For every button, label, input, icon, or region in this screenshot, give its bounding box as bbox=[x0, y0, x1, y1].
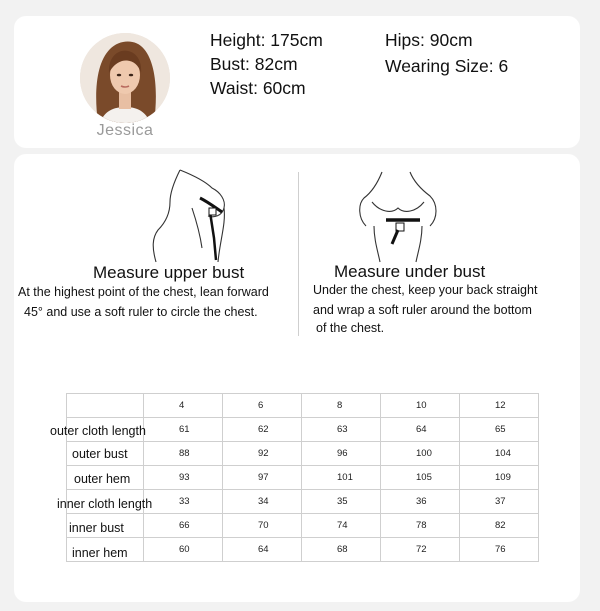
model-wearing-size: Wearing Size: 6 bbox=[385, 56, 509, 76]
table-cell: 60 bbox=[144, 538, 223, 562]
upper-bust-title: Measure upper bust bbox=[93, 263, 245, 282]
under-bust-description-line3: of the chest. bbox=[316, 321, 385, 335]
under-bust-description-line2: and wrap a soft ruler around the bottom bbox=[313, 303, 532, 317]
table-row bbox=[67, 466, 539, 490]
upper-bust-description-line2: 45° and use a soft ruler to circle the chest. bbox=[24, 305, 258, 319]
upper-bust-illustration bbox=[140, 168, 250, 264]
row-label-outer-cloth-length: outer cloth length bbox=[50, 424, 146, 438]
under-bust-description-line1: Under the chest, keep your back straight bbox=[313, 283, 538, 297]
size-header-cell: 4 bbox=[144, 394, 223, 418]
table-row bbox=[67, 538, 539, 562]
row-label-inner-bust: inner bust bbox=[69, 521, 124, 535]
guide-divider bbox=[298, 172, 299, 336]
table-cell: 65 bbox=[460, 418, 539, 442]
table-cell: 37 bbox=[460, 490, 539, 514]
table-corner-cell bbox=[67, 394, 144, 418]
table-row bbox=[67, 442, 539, 466]
table-cell: 63 bbox=[302, 418, 381, 442]
table-cell: 78 bbox=[381, 514, 460, 538]
table-cell: 101 bbox=[302, 466, 381, 490]
table-cell: 88 bbox=[144, 442, 223, 466]
table-cell: 104 bbox=[460, 442, 539, 466]
size-header-cell: 10 bbox=[381, 394, 460, 418]
row-label-inner-cloth-length: inner cloth length bbox=[57, 497, 153, 511]
model-waist: Waist: 60cm bbox=[210, 78, 306, 98]
table-cell: 66 bbox=[144, 514, 223, 538]
upper-bust-description-line1: At the highest point of the chest, lean forward bbox=[18, 285, 269, 299]
table-cell: 35 bbox=[302, 490, 381, 514]
table-cell: 34 bbox=[223, 490, 302, 514]
row-label-outer-hem: outer hem bbox=[74, 472, 131, 486]
size-chart-table bbox=[66, 393, 539, 562]
size-header-cell: 8 bbox=[302, 394, 381, 418]
table-cell: 97 bbox=[223, 466, 302, 490]
table-cell: 64 bbox=[223, 538, 302, 562]
row-label-outer-bust: outer bust bbox=[72, 447, 128, 461]
model-portrait-image bbox=[80, 33, 170, 123]
table-cell: 109 bbox=[460, 466, 539, 490]
under-bust-title: Measure under bust bbox=[334, 262, 486, 281]
table-row bbox=[67, 514, 539, 538]
table-cell: 61 bbox=[144, 418, 223, 442]
table-cell: 72 bbox=[381, 538, 460, 562]
table-cell: 74 bbox=[302, 514, 381, 538]
table-cell: 105 bbox=[381, 466, 460, 490]
table-cell: 100 bbox=[381, 442, 460, 466]
model-bust: Bust: 82cm bbox=[210, 54, 298, 74]
table-cell: 62 bbox=[223, 418, 302, 442]
table-cell: 33 bbox=[144, 490, 223, 514]
row-label-inner-hem: inner hem bbox=[72, 546, 128, 560]
model-hips: Hips: 90cm bbox=[385, 30, 473, 50]
size-header-cell: 12 bbox=[460, 394, 539, 418]
model-avatar bbox=[80, 33, 170, 123]
size-header-row bbox=[67, 394, 539, 418]
size-header-cell: 6 bbox=[223, 394, 302, 418]
under-bust-illustration bbox=[350, 168, 450, 264]
table-cell: 36 bbox=[381, 490, 460, 514]
model-height: Height: 175cm bbox=[210, 30, 323, 50]
table-cell: 70 bbox=[223, 514, 302, 538]
table-cell: 68 bbox=[302, 538, 381, 562]
table-cell: 92 bbox=[223, 442, 302, 466]
table-cell: 82 bbox=[460, 514, 539, 538]
model-name: Jessica bbox=[96, 122, 154, 139]
table-cell: 76 bbox=[460, 538, 539, 562]
table-cell: 96 bbox=[302, 442, 381, 466]
table-cell: 93 bbox=[144, 466, 223, 490]
table-cell: 64 bbox=[381, 418, 460, 442]
